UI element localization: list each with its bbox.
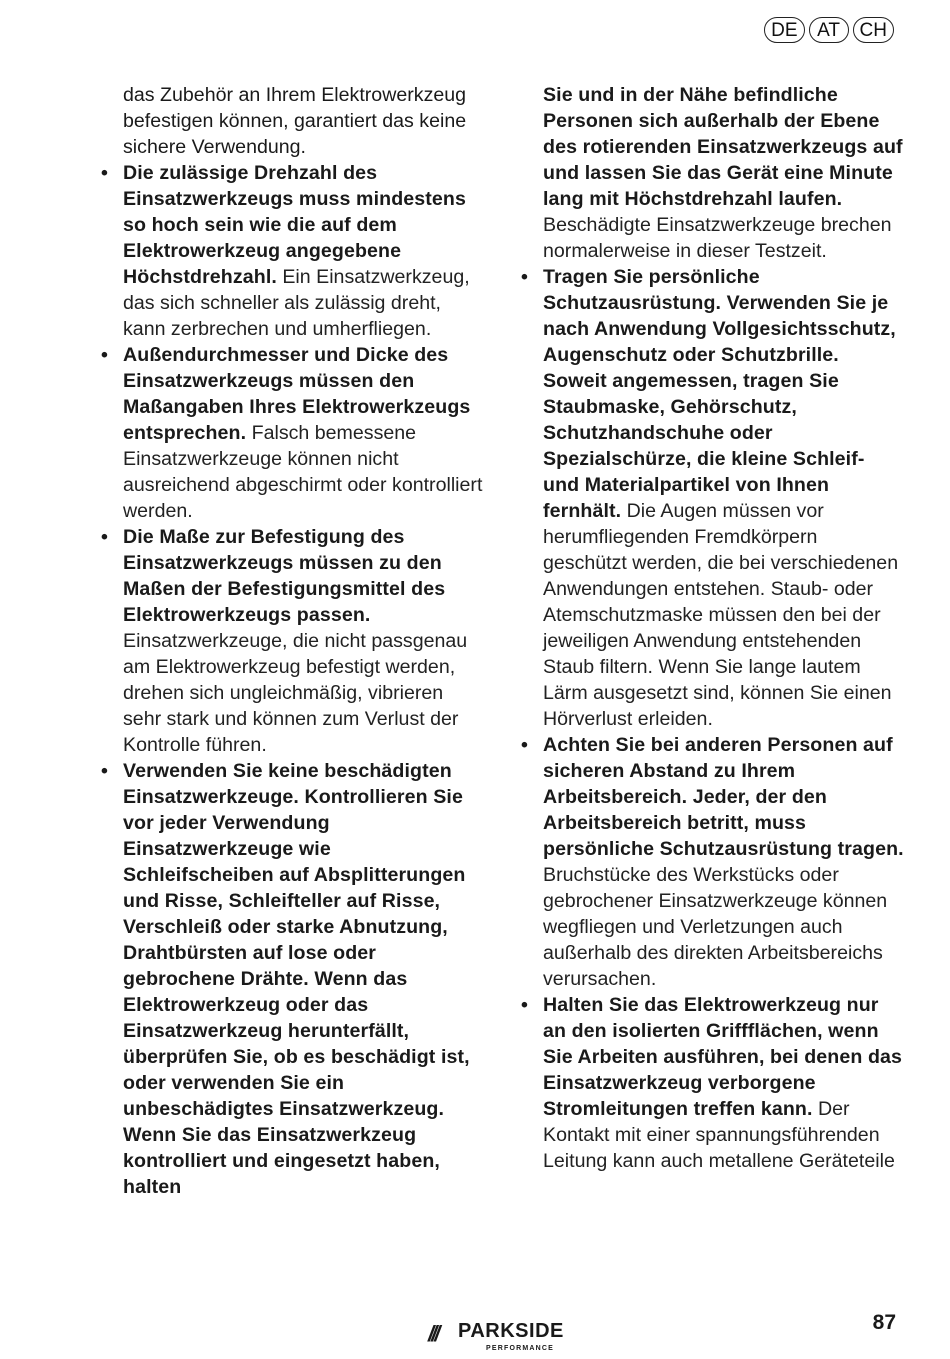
country-badge-at: AT [809,17,849,43]
item-body-text: Einsatzwerkzeuge, die nicht passgenau am Elektrowerkzeug befestigt werden, drehen sich ungleichmäßig, vibrieren sehr stark und können zum Verlust der Kontrolle führen. [123,630,468,756]
list-item [520,264,904,732]
item-bold-text: Verwenden Sie keine beschädigten Einsatzwerkzeuge. Kontrollieren Sie vor jeder Verwendung Einsatzwerkzeuge wie Schleifscheiben auf Absplitterungen und Risse, Schleifteller auf Risse, Verschleiß oder starke Abnutzung, Drahtbürsten auf lose oder gebrochene Drähte. Wenn das Elektrowerkzeug oder das Einsatzwerkzeug herunterfällt, überprüfen Sie, ob es beschädigt ist, oder verwenden Sie ein unbeschädigtes Einsatzwerkzeug. Wenn Sie das Einsatzwerkzeug kontrolliert und eingesetzt haben, halten [123,760,470,1198]
list-item [100,758,485,1200]
list-item [100,342,485,524]
list-item [520,992,904,1174]
bullet-icon: • [521,266,528,288]
country-badge-de: DE [764,17,804,43]
left-column [100,82,485,1200]
item-body-text: Bruchstücke des Werkstücks oder gebrochener Einsatzwerkzeuge können wegfliegen und Verletzungen auch außerhalb des direkten Arbeitsbereichs verursachen. [543,864,888,990]
page-number: 87 [872,1311,896,1334]
list-item [100,524,485,758]
bullet-icon: • [521,994,528,1016]
item-bold-text: Halten Sie das Elektrowerkzeug nur an den isolierten Griffflächen, wenn Sie Arbeiten ausführen, bei denen das Einsatzwerkzeug verborgene Stromleitungen treffen kann. [543,994,903,1120]
item-bold-text: Die Maße zur Befestigung des Einsatzwerkzeugs müssen zu den Maßen der Befestigungsmittel des Elektrowerkzeugs passen. [123,526,446,626]
item-body-text: Falsch bemessene Einsatzwerkzeuge können nicht ausreichend abgeschirmt oder kontrolliert werden. [123,422,483,522]
intro-paragraph: das Zubehör an Ihrem Elektrowerkzeug befestigen können, garantiert das keine sichere Verwendung. [123,84,467,158]
item-bold-text: Tragen Sie persönliche Schutzausrüstung. Verwenden Sie je nach Anwendung Vollgesichtsschutz, Augenschutz oder Schutzbrille. Soweit angemessen, tragen Sie Staubmaske, Gehörschutz, Schutzhandschuhe oder Spezialschürze, die kleine Schleif- und Materialpartikel von Ihnen fernhält. [543,266,896,522]
country-badges [764,17,894,43]
item-body-text: Die Augen müssen vor herumfliegenden Fremdkörpern geschützt werden, die bei verschiedenen Anwendungen entstehen. Staub- oder Atemschutzmaske müssen den bei der jeweiligen Anwendung entstehenden Staub filtern. Wenn Sie lange lautem Lärm ausgesetzt sind, können Sie einen Hörverlust erleiden. [543,500,899,730]
list-item [520,732,904,992]
logo-stripes-icon: /// [428,1321,438,1346]
bullet-icon: • [101,760,108,782]
continuation-body-text: Beschädigte Einsatzwerkzeuge brechen normalerweise in dieser Testzeit. [543,214,892,262]
item-body-text: Der Kontakt mit einer spannungsführenden Leitung kann auch metallene Geräteteile [543,1098,895,1172]
bullet-icon: • [101,526,108,548]
right-column [520,82,904,1174]
logo-subtitle: PERFORMANCE [486,1345,555,1352]
continuation-paragraph [520,82,904,264]
item-bold-text: Achten Sie bei anderen Personen auf sicheren Abstand zu Ihrem Arbeitsbereich. Jeder, der den Arbeitsbereich betritt, muss persönliche Schutzausrüstung tragen. [543,734,904,860]
continuation-bold-text: Sie und in der Nähe befindliche Personen sich außerhalb der Ebene des rotierenden Einsatzwerkzeugs auf und lassen Sie das Gerät eine Minute lang mit Höchstdrehzahl laufen. [543,84,903,210]
item-bold-text: Die zulässige Drehzahl des Einsatzwerkzeugs muss mindestens so hoch sein wie die auf dem Elektrowerkzeug angegebene Höchstdrehzahl. [123,162,466,288]
country-badge-ch: CH [853,17,894,43]
list-item [100,160,485,342]
logo-wordmark: PARKSIDE [458,1320,564,1342]
bullet-icon: • [521,734,528,756]
item-bold-text: Außendurchmesser und Dicke des Einsatzwerkzeugs müssen den Maßangaben Ihres Elektrowerkzeugs entsprechen. [123,344,471,444]
bullet-icon: • [101,344,108,366]
bullet-icon: • [101,162,108,184]
item-body-text: Ein Einsatzwerkzeug, das sich schneller als zulässig dreht, kann zerbrechen und umherfliegen. [123,266,470,340]
parkside-logo [428,1317,588,1357]
